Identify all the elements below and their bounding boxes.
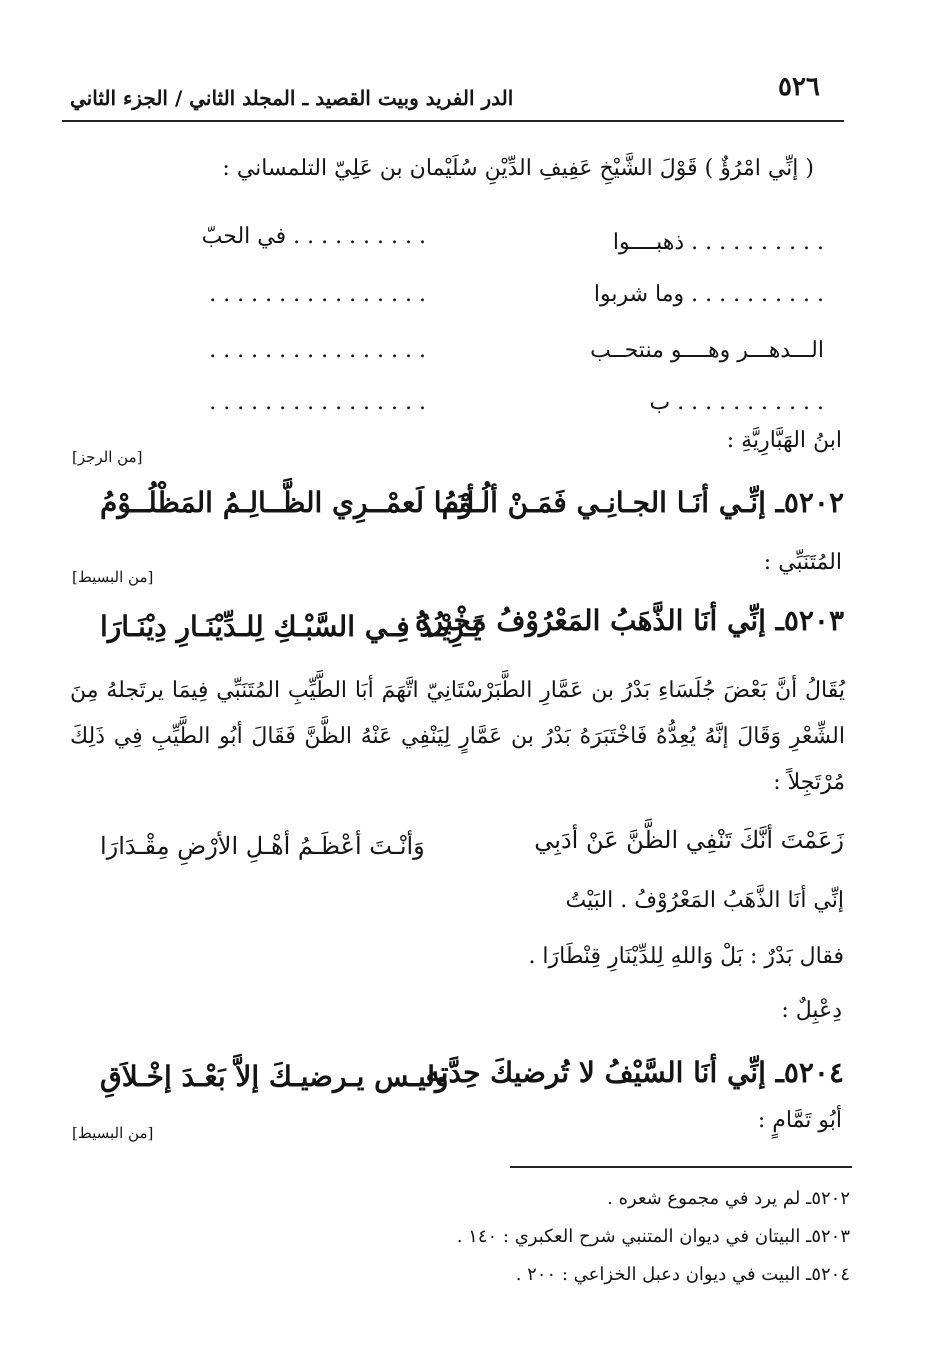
intro-line: ( إنِّي امْرُؤٌ ) قَوْلَ الشَّيْخِ عَفِيفِ الدِّيْنِ سُلَيْمان بن عَلِيّ التلمساني : <box>222 156 814 181</box>
poet-name: المُتَنَبِّي : <box>763 550 842 575</box>
poem-line: إنِّي أنَا الذَّهَبُ المَعْرُوْفُ . البَيْتُ <box>565 888 844 913</box>
verse-5203-first-half: ٥٢٠٣ـ إنِّي أنَا الذَّهَبُ المَعْرُوْفُ مَخْبرُهُ <box>414 604 844 637</box>
verse-5202-second-half: أنَــا لَعمْــرِي الظَّــالِـمُ المَظْلُــوْمُ <box>100 486 475 519</box>
poet-name: ابنُ الهَبَّارِيَّةِ : <box>726 428 842 453</box>
running-header-title: الدر الفريد وبيت القصيد ـ المجلد الثاني / الجزء الثاني <box>70 86 514 110</box>
poem-first-half: زَعَمْتَ أنَّكَ تَنْفِي الظَّنَّ عَنْ أدَبِي <box>534 826 844 854</box>
meter-label: [من الرجز] <box>72 448 143 466</box>
footnote: ٥٢٠٣ـ البيتان في ديوان المتنبي شرح العكبري : ١٤٠ . <box>456 1226 850 1247</box>
dotted-verse-left-half: . . . . . . . . . . ذهبــــوا <box>612 230 824 255</box>
dotted-verse-left-half: الـــدهـــر وهــــو منتحــب <box>590 338 824 363</box>
header-rule <box>62 120 844 122</box>
verse-5202-first-half: ٥٢٠٢ـ إنِّـي أنَـا الجـانِـي فَمَـنْ ألُـوْمُ <box>441 486 844 519</box>
dotted-verse-left-half: . . . . . . . . . . . ب <box>649 390 824 415</box>
footnote-rule <box>510 1166 852 1168</box>
verse-5204-first-half: ٥٢٠٤ـ إنِّي أنَا السَّيْفُ لا تُرضيكَ حِدَّته <box>425 1056 844 1089</box>
dotted-verse-right-half: . . . . . . . . . . . . . . . . <box>209 390 426 415</box>
verse-5203-second-half: يَـزِيْـدُ فِـي السَّبْـكِ لِلـدِّيْنَـارِ دِيْنَـارَا <box>100 610 482 643</box>
meter-label: [من البسيط] <box>72 568 154 586</box>
poet-name: دِعْبِلٌ : <box>781 998 842 1023</box>
meter-label: [من البسيط] <box>72 1124 154 1142</box>
dotted-verse-left-half: . . . . . . . . . . وما شربوا <box>593 282 824 307</box>
dotted-verse-right-half: . . . . . . . . . . . . . . . . <box>209 338 426 363</box>
page-number: ٥٢٦ <box>778 72 820 102</box>
prose-paragraph: يُقَالُ أنَّ بَعْضَ جُلَسَاءِ بَدْرُ بن عَمَّارِ الطَّبَرْسْتَانِيّ اتَّهَمَ أبَا الطَّيِّبِ المُتَنَبِّي فِيمَا يرتَجلهُ مِنَ الشِّعْرِ وَقَالَ إنَّهُ يُعِدُّهُ فَاخْتَبَرَهُ بَدْرُ بن عَمَّارٍ لِيَنْفِي عَنْهُ الظَّنَّ فَقَالَ أبُو الطَّيِّبِ فِي ذَلِكَ مُرْتَجِلاً : <box>70 678 845 795</box>
poem-second-half: وَأنْـتَ أعْظَـمُ أهْـلِ الأرْضِ مِقْـدَارَا <box>100 832 425 860</box>
poet-name: أبُو تَمَّامٍ : <box>757 1108 842 1133</box>
dotted-verse-right-half: . . . . . . . . . . . . . . . . <box>209 282 426 307</box>
dotted-verse-right-half: . . . . . . . . . . في الحبّ <box>201 224 426 249</box>
poem-line: فقال بَدْرٌ : بَلْ وَاللهِ لِلدِّيْنَارِ قِنْطَارَا . <box>528 944 844 969</box>
footnote: ٥٢٠٢ـ لم يرد في مجموع شعره . <box>607 1188 850 1209</box>
footnote: ٥٢٠٤ـ البيت في ديوان دعبل الخزاعي : ٢٠٠ . <box>515 1264 850 1285</box>
verse-5204-second-half: وليـس يـرضيـكَ إلاَّ بَعْـدَ إخْـلاَقِ <box>100 1060 449 1093</box>
